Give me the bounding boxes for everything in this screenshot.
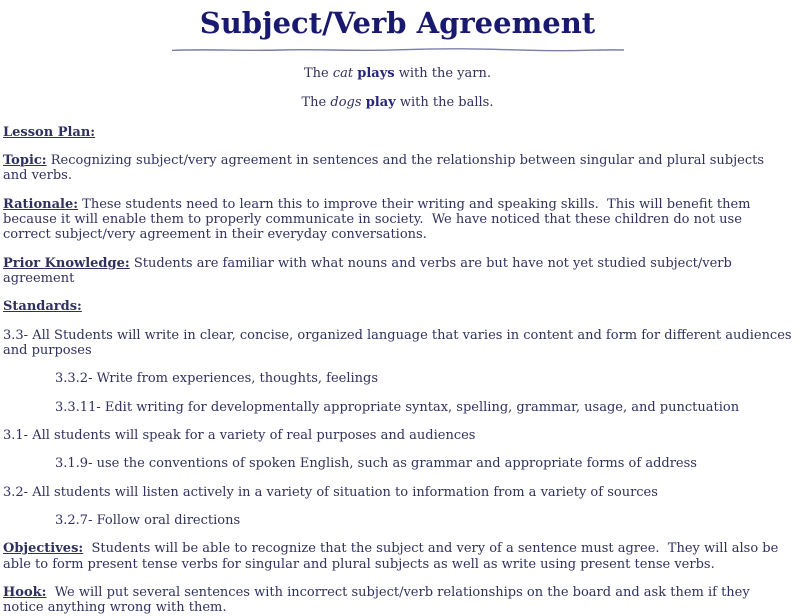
paragraph-text: Recognizing subject/very agreement in sentences and the relationship between singular and plural subjects and verbs. [3, 153, 769, 184]
example-text: The [301, 94, 331, 110]
example-text: with the balls. [395, 94, 494, 110]
paragraph-prior-knowledge [3, 256, 792, 287]
standard-3-1 [3, 428, 792, 443]
standard-3-3-2 [3, 371, 792, 386]
example-sentence-singular [3, 67, 792, 82]
section-label: Lesson Plan: [3, 124, 96, 140]
standard-text: 3.2- All students will listen actively in a variety of situation to information from a variety of sources [3, 484, 658, 500]
example-subject: dogs [330, 94, 362, 110]
section-label: Prior Knowledge: [3, 255, 130, 271]
section-label: Topic: [3, 153, 47, 169]
standard-3-2 [3, 485, 792, 500]
paragraph-text: Students will be able to recognize that the subject and very of a sentence must agree. They will also be able to form present tense verbs for singular and plural subjects as well as write using present tense verbs. [3, 541, 783, 572]
section-label: Rationale: [3, 196, 79, 212]
section-label: Hook: [3, 585, 47, 600]
standard-text: 3.1- All students will speak for a variety of real purposes and audiences [3, 428, 476, 444]
paragraph-text: We will put several sentences with incorrect subject/verb relationships on the board and ask them if they notice anything wrong with them. [3, 585, 754, 616]
standard-text: 3.1.9- use the conventions of spoken English, such as grammar and appropriate forms of address [55, 456, 697, 472]
standard-3-2-7 [3, 513, 792, 528]
example-text: with the yarn. [394, 65, 491, 81]
paragraph-text: These students need to learn this to improve their writing and speaking skills. This will benefit them because it will enable them to properly communicate in society. We have noticed that these children do not use correct subject/very agreement in their everyday conversations. [3, 196, 755, 243]
section-label: Objectives: [3, 541, 84, 557]
example-verb: play [365, 94, 396, 110]
section-label: Standards: [3, 299, 82, 315]
example-text: The [304, 65, 333, 81]
divider-line [172, 47, 624, 53]
paragraph-objectives [3, 541, 792, 572]
paragraph-hook [3, 585, 792, 616]
example-verb: plays [357, 65, 395, 81]
heading-lesson-plan [3, 125, 792, 140]
standard-text: 3.3.2- Write from experiences, thoughts, feelings [55, 371, 379, 387]
paragraph-text: Students are familiar with what nouns and verbs are but have not yet studied subject/verb agreement [3, 255, 736, 287]
standard-3-1-9 [3, 456, 792, 471]
standard-3-3-11 [3, 400, 792, 415]
standard-text: 3.2.7- Follow oral directions [55, 513, 241, 529]
example-subject: cat [332, 65, 354, 81]
paragraph-topic [3, 153, 792, 184]
standard-3-3 [3, 327, 796, 359]
standard-text: 3.3- All Students will write in clear, concise, organized language that varies in content and form for different audiences and purposes [3, 327, 796, 359]
example-sentence-plural [3, 96, 792, 111]
page-title: Subject/Verb Agreement [199, 6, 596, 40]
standard-text: 3.3.11- Edit writing for developmentally appropriate syntax, spelling, grammar, usage, and punctuation [55, 399, 740, 415]
paragraph-rationale [3, 197, 792, 243]
title-divider [3, 47, 792, 53]
heading-standards [3, 299, 792, 314]
